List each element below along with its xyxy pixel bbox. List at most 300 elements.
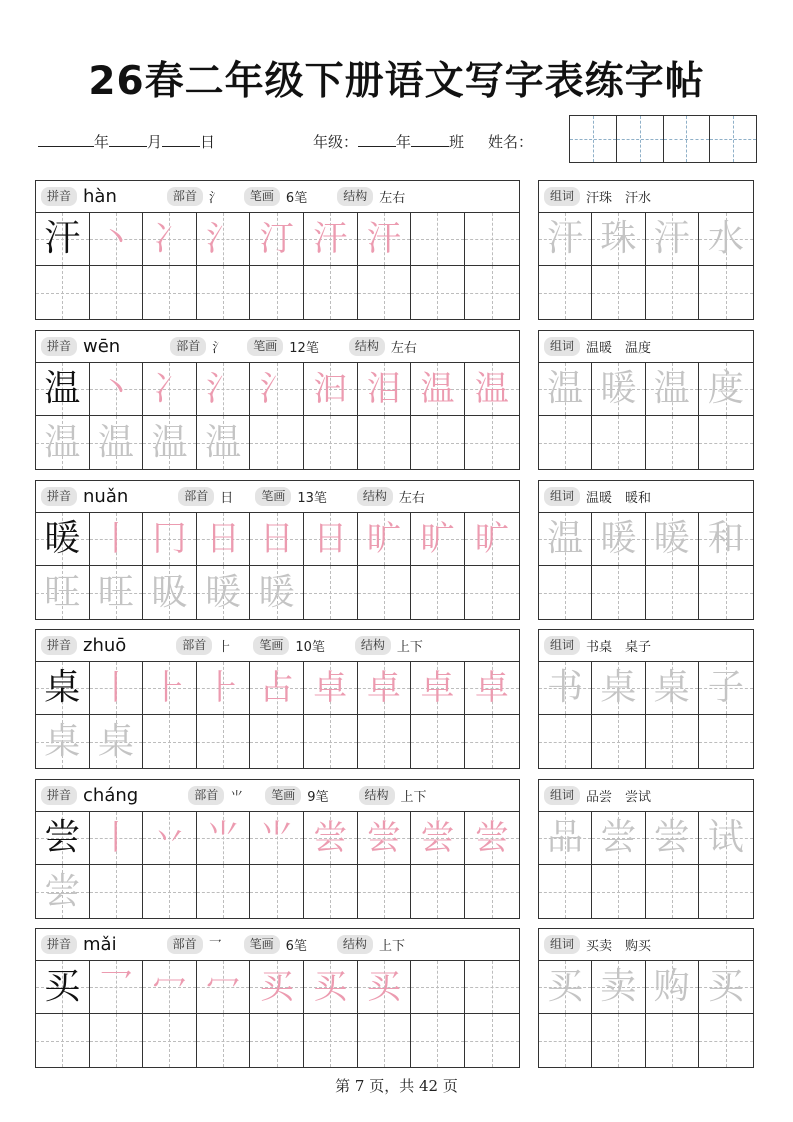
writing-cell[interactable] [90,416,144,469]
word-cell[interactable] [646,513,699,566]
name-grid[interactable] [569,115,757,163]
word-cell[interactable] [592,1014,645,1067]
strokes-value: 10笔 [295,640,325,655]
char-practice-block [35,330,520,470]
writing-cell[interactable] [358,1014,412,1067]
writing-cell[interactable] [358,266,412,319]
writing-cell[interactable] [411,1014,465,1067]
word-cell[interactable] [699,416,753,469]
trace-character: 旺 [97,571,134,613]
writing-grid [36,662,519,768]
trace-character: 暖 [205,571,242,613]
pinyin-value: zhuō [83,635,127,656]
stroke-order-step: 占 [259,668,294,708]
word-cell[interactable] [646,266,699,319]
writing-cell[interactable] [465,513,519,566]
writing-cell[interactable] [465,213,519,266]
writing-cell[interactable] [143,961,197,1014]
word-trace-character: 汗 [653,218,690,259]
writing-cell[interactable] [250,363,304,416]
writing-cell[interactable] [358,513,412,566]
class-label: 班 [449,133,465,151]
words-value: 品尝 尝试 [586,790,652,805]
writing-cell[interactable] [197,662,251,715]
stroke-order-step: 丷 [152,818,187,858]
stroke-order-step: 温 [474,369,509,409]
word-cell[interactable] [592,961,645,1014]
writing-cell[interactable] [358,566,412,619]
structure-value: 上下 [400,790,427,805]
words-tag: 组词 [544,935,580,954]
word-cell[interactable] [646,865,699,918]
writing-cell[interactable] [465,1014,519,1067]
writing-cell[interactable] [143,715,197,768]
words-tag: 组词 [544,786,580,805]
writing-cell[interactable] [304,1014,358,1067]
stroke-order-step: 买 [313,967,348,1007]
trace-character: 暖 [258,571,295,613]
writing-cell[interactable] [90,961,144,1014]
writing-cell[interactable] [36,961,90,1014]
writing-cell[interactable] [411,812,465,865]
word-cell[interactable] [592,213,645,266]
words-tag: 组词 [544,487,580,506]
writing-cell[interactable] [411,961,465,1014]
writing-cell[interactable] [197,363,251,416]
radical-tag: 部首 [188,786,224,805]
writing-cell[interactable] [358,662,412,715]
char-practice-block [35,928,520,1068]
writing-cell[interactable] [250,266,304,319]
char-info-header [36,929,519,961]
writing-cell[interactable] [90,812,144,865]
word-trace-character: 温 [547,368,584,409]
writing-cell[interactable] [36,865,90,918]
writing-cell[interactable] [358,715,412,768]
word-cell[interactable] [592,812,645,865]
writing-cell[interactable] [36,812,90,865]
writing-cell[interactable] [143,566,197,619]
strokes-tag: 笔画 [255,487,291,506]
word-cell[interactable] [646,566,699,619]
stroke-order-step: 汗 [313,219,348,259]
writing-cell[interactable] [465,715,519,768]
stroke-order-step: 旷 [366,519,401,559]
word-grid [539,812,753,918]
writing-cell[interactable] [197,1014,251,1067]
writing-cell[interactable] [304,513,358,566]
words-header [539,181,753,213]
writing-cell[interactable] [250,662,304,715]
trace-character: 桌 [97,720,134,762]
word-practice-block [538,330,754,470]
writing-cell[interactable] [411,662,465,715]
writing-cell[interactable] [250,961,304,1014]
writing-cell[interactable] [90,566,144,619]
stroke-order-step: ⺌ [206,818,241,858]
word-cell[interactable] [539,213,592,266]
radical-tag: 部首 [170,337,206,356]
writing-cell[interactable] [250,416,304,469]
word-trace-character: 和 [707,518,744,559]
writing-cell[interactable] [411,416,465,469]
word-cell[interactable] [592,662,645,715]
pinyin-value: nuǎn [83,486,129,507]
writing-cell[interactable] [465,865,519,918]
writing-grid [36,213,519,319]
radical-tag: 部首 [167,187,203,206]
word-trace-character: 桌 [653,667,690,708]
stroke-order-step: 尝 [366,818,401,858]
stroke-order-step: 买 [259,967,294,1007]
char-info-header [36,331,519,363]
trace-character: 桌 [44,720,81,762]
word-trace-character: 暖 [600,518,637,559]
writing-cell[interactable] [197,812,251,865]
month-blank[interactable] [109,132,147,147]
writing-cell[interactable] [143,1014,197,1067]
word-cell[interactable] [699,662,753,715]
writing-cell[interactable] [143,266,197,319]
name-cell[interactable] [664,116,711,162]
writing-cell[interactable] [36,513,90,566]
word-cell[interactable] [592,715,645,768]
writing-cell[interactable] [36,1014,90,1067]
writing-cell[interactable] [197,865,251,918]
stroke-order-step: 日 [313,519,348,559]
stroke-order-step: 卓 [313,668,348,708]
word-trace-character: 卖 [600,966,637,1007]
writing-cell[interactable] [90,266,144,319]
name-cell[interactable] [570,116,617,162]
writing-cell[interactable] [358,865,412,918]
writing-grid [36,363,519,469]
word-trace-character: 珠 [600,218,637,259]
writing-cell[interactable] [411,213,465,266]
writing-cell[interactable] [36,662,90,715]
structure-value: 左右 [398,491,425,506]
page-footer: 第 7 页，共 42 页 [335,1077,458,1095]
writing-cell[interactable] [90,213,144,266]
writing-cell[interactable] [304,812,358,865]
writing-cell[interactable] [143,416,197,469]
radical-value: 乛 [208,939,222,954]
writing-cell[interactable] [90,363,144,416]
strokes-tag: 笔画 [244,935,280,954]
structure-tag: 结构 [355,636,391,655]
word-cell[interactable] [699,715,753,768]
writing-cell[interactable] [197,513,251,566]
writing-cell[interactable] [465,566,519,619]
writing-cell[interactable] [197,566,251,619]
strokes-tag: 笔画 [247,337,283,356]
writing-grid [36,812,519,918]
writing-cell[interactable] [304,865,358,918]
word-cell[interactable] [646,812,699,865]
word-trace-character: 试 [707,817,744,858]
radical-tag: 部首 [178,487,214,506]
word-cell[interactable] [539,812,592,865]
writing-cell[interactable] [36,715,90,768]
writing-cell[interactable] [250,715,304,768]
structure-tag: 结构 [359,786,395,805]
word-trace-character: 温 [547,518,584,559]
writing-cell[interactable] [304,213,358,266]
word-trace-character: 买 [547,966,584,1007]
strokes-value: 6笔 [285,939,307,954]
writing-cell[interactable] [465,416,519,469]
trace-character: 温 [44,421,81,463]
word-cell[interactable] [699,566,753,619]
pinyin-tag: 拼音 [41,337,77,356]
model-character: 温 [44,368,81,409]
word-cell[interactable] [539,416,592,469]
writing-cell[interactable] [143,363,197,416]
stroke-order-step: 温 [420,369,455,409]
strokes-tag: 笔画 [244,187,280,206]
word-cell[interactable] [539,662,592,715]
writing-cell[interactable] [304,266,358,319]
writing-cell[interactable] [36,266,90,319]
writing-cell[interactable] [465,812,519,865]
writing-cell[interactable] [36,566,90,619]
words-value: 温暖 暖和 [586,491,652,506]
pinyin-value: hàn [83,186,117,207]
writing-cell[interactable] [358,961,412,1014]
structure-tag: 结构 [337,935,373,954]
word-cell[interactable] [539,961,592,1014]
word-practice-block [538,779,754,919]
char-info-header [36,181,519,213]
writing-cell[interactable] [411,363,465,416]
writing-cell[interactable] [250,513,304,566]
strokes-value: 6笔 [285,191,308,206]
writing-cell[interactable] [250,566,304,619]
writing-cell[interactable] [197,416,251,469]
writing-cell[interactable] [411,715,465,768]
stroke-order-step: 丨 [98,818,133,858]
word-cell[interactable] [539,363,592,416]
stroke-order-step: 卓 [420,668,455,708]
writing-cell[interactable] [90,715,144,768]
word-cell[interactable] [539,715,592,768]
class-blank[interactable] [411,132,449,147]
structure-tag: 结构 [357,487,393,506]
pinyin-value: mǎi [83,934,117,955]
word-cell[interactable] [699,1014,753,1067]
year-blank[interactable] [38,132,94,147]
writing-cell[interactable] [465,961,519,1014]
model-character: 暖 [44,518,81,559]
radical-tag: 部首 [176,636,212,655]
writing-cell[interactable] [411,865,465,918]
words-tag: 组词 [544,636,580,655]
stroke-order-step: 氵 [206,369,241,409]
writing-cell[interactable] [465,266,519,319]
writing-cell[interactable] [304,566,358,619]
trace-character: 昅 [151,571,188,613]
writing-cell[interactable] [358,363,412,416]
word-cell[interactable] [699,213,753,266]
day-blank[interactable] [162,132,200,147]
word-practice-block [538,480,754,620]
word-grid [539,662,753,768]
word-trace-character: 暖 [653,518,690,559]
word-cell[interactable] [592,266,645,319]
word-cell[interactable] [646,662,699,715]
writing-cell[interactable] [411,566,465,619]
word-trace-character: 汗 [547,218,584,259]
stroke-order-step: 汗 [366,219,401,259]
structure-tag: 结构 [337,187,373,206]
writing-cell[interactable] [197,715,251,768]
stroke-order-step: 冖 [206,967,241,1007]
writing-cell[interactable] [304,715,358,768]
writing-cell[interactable] [143,213,197,266]
page-title: 26春二年级下册语文写字表练字帖 [88,59,705,104]
word-cell[interactable] [646,213,699,266]
pinyin-tag: 拼音 [41,487,77,506]
writing-cell[interactable] [90,513,144,566]
date-line [38,131,215,153]
radical-value: 氵 [208,191,222,206]
word-cell[interactable] [539,865,592,918]
word-grid [539,513,753,619]
writing-cell[interactable] [304,363,358,416]
stroke-order-step: 丶 [98,219,133,259]
stroke-order-step: 日 [206,519,241,559]
writing-cell[interactable] [36,213,90,266]
writing-cell[interactable] [250,812,304,865]
word-cell[interactable] [646,363,699,416]
stroke-order-step: 尝 [474,818,509,858]
strokes-tag: 笔画 [253,636,289,655]
words-value: 汗珠 汗水 [586,191,652,206]
stroke-order-step: 旷 [420,519,455,559]
char-practice-block [35,629,520,769]
writing-cell[interactable] [90,865,144,918]
writing-cell[interactable] [90,662,144,715]
pinyin-tag: 拼音 [41,636,77,655]
word-trace-character: 暖 [600,368,637,409]
model-character: 买 [44,966,81,1007]
radical-value: 氵 [212,341,226,356]
char-practice-block [35,180,520,320]
word-cell[interactable] [699,266,753,319]
word-cell[interactable] [699,513,753,566]
word-cell[interactable] [646,416,699,469]
writing-cell[interactable] [36,416,90,469]
writing-cell[interactable] [143,513,197,566]
structure-tag: 结构 [349,337,385,356]
word-cell[interactable] [646,1014,699,1067]
word-cell[interactable] [699,812,753,865]
writing-cell[interactable] [465,662,519,715]
pinyin-value: cháng [83,785,139,806]
strokes-value: 13笔 [297,491,327,506]
structure-value: 上下 [396,640,423,655]
stroke-order-step: 氵 [259,369,294,409]
word-cell[interactable] [646,715,699,768]
char-practice-block [35,480,520,620]
writing-cell[interactable] [90,1014,144,1067]
word-cell[interactable] [592,566,645,619]
stroke-order-step: 尝 [420,818,455,858]
writing-cell[interactable] [250,1014,304,1067]
writing-cell[interactable] [358,416,412,469]
writing-cell[interactable] [465,363,519,416]
char-info-header [36,630,519,662]
writing-cell[interactable] [411,266,465,319]
strokes-value: 9笔 [307,790,329,805]
writing-cell[interactable] [304,961,358,1014]
grade-blank[interactable] [358,132,396,147]
words-header [539,780,753,812]
writing-cell[interactable] [143,662,197,715]
words-tag: 组词 [544,187,580,206]
word-cell[interactable] [699,961,753,1014]
word-cell[interactable] [539,566,592,619]
writing-cell[interactable] [358,812,412,865]
writing-cell[interactable] [411,513,465,566]
word-grid [539,213,753,319]
model-character: 汗 [44,218,81,259]
word-cell[interactable] [699,865,753,918]
word-cell[interactable] [539,1014,592,1067]
name-cell[interactable] [710,116,756,162]
writing-cell[interactable] [304,662,358,715]
pinyin-value: wēn [83,336,121,357]
day-label: 日 [200,133,216,151]
word-cell[interactable] [592,416,645,469]
word-grid [539,961,753,1067]
pinyin-tag: 拼音 [41,187,77,206]
word-cell[interactable] [592,865,645,918]
word-practice-block [538,928,754,1068]
word-practice-block [538,629,754,769]
writing-cell[interactable] [197,961,251,1014]
writing-cell[interactable] [197,266,251,319]
char-info-header [36,780,519,812]
word-practice-block [538,180,754,320]
stroke-order-step: 旷 [474,519,509,559]
writing-cell[interactable] [197,213,251,266]
word-cell[interactable] [539,513,592,566]
writing-cell[interactable] [143,812,197,865]
stroke-order-step: 乛 [98,967,133,1007]
structure-value: 左右 [379,191,406,206]
word-cell[interactable] [592,363,645,416]
name-cell[interactable] [617,116,664,162]
word-cell[interactable] [539,266,592,319]
word-cell[interactable] [592,513,645,566]
writing-cell[interactable] [358,213,412,266]
stroke-order-step: 泪 [366,369,401,409]
word-trace-character: 尝 [600,817,637,858]
writing-cell[interactable] [36,363,90,416]
word-cell[interactable] [699,363,753,416]
writing-cell[interactable] [143,865,197,918]
writing-cell[interactable] [250,213,304,266]
strokes-value: 12笔 [289,341,319,356]
word-cell[interactable] [646,961,699,1014]
words-value: 买卖 购买 [586,939,652,954]
char-info-header [36,481,519,513]
writing-cell[interactable] [304,416,358,469]
stroke-order-step: ⺊ [206,668,241,708]
writing-cell[interactable] [250,865,304,918]
radical-tag: 部首 [167,935,203,954]
